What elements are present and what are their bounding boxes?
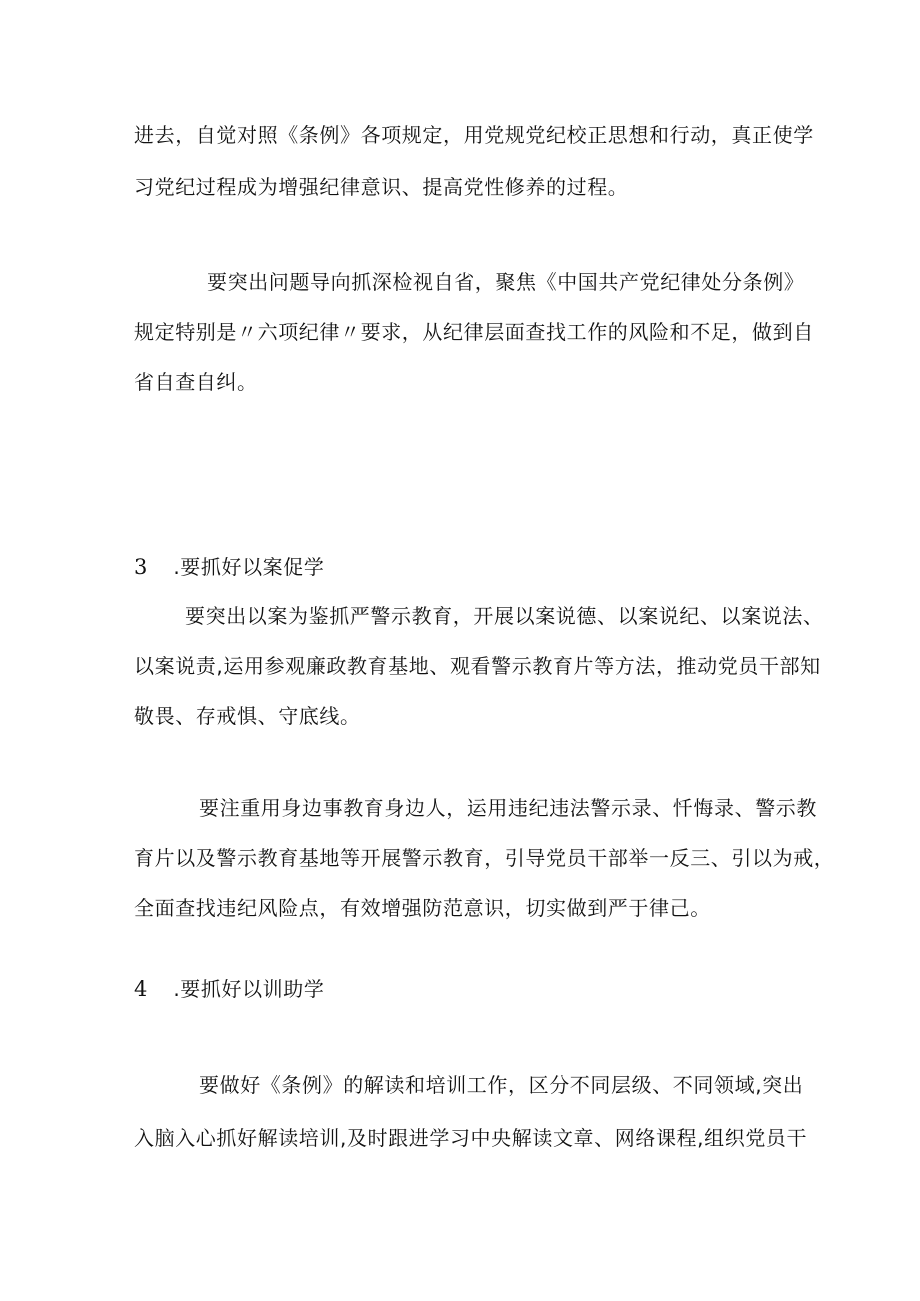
paragraph-3-line-1: 要突出以案为鉴抓严警示教育，开展以案说德、以案说纪、以案说法、 [185, 604, 824, 628]
section-heading-3-title: .要抓好以案促学 [173, 555, 325, 579]
section-heading-4-title: .要抓好以训助学 [173, 977, 325, 1001]
paragraph-4-line-2: 育片以及警示教育基地等开展警示教育，引导党员干部举一反三、引以为戒， [134, 846, 835, 870]
section-heading-4-number: 4 [134, 977, 148, 1001]
paragraph-2-line-1: 要突出问题导向抓深检视自省，聚焦《中国共产党纪律处分条例》 [207, 270, 805, 294]
section-heading-3-number: 3 [134, 555, 148, 579]
paragraph-5-line-2: 入脑入心抓好解读培训,及时跟进学习中央解读文章、网络课程,组织党员干 [134, 1126, 808, 1150]
paragraph-3-line-2: 以案说责,运用参观廉政教育基地、观看警示教育片等方法，推动党员干部知 [134, 654, 821, 678]
paragraph-3-line-3: 敬畏、存戒惧、守底线。 [134, 704, 361, 728]
paragraph-1-line-2: 习党纪过程成为增强纪律意识、提高党性修养的过程。 [134, 175, 629, 199]
paragraph-4-line-3: 全面查找违纪风险点，有效增强防范意识，切实做到严于律己。 [134, 896, 711, 920]
paragraph-4-line-1: 要注重用身边事教育身边人，运用违纪违法警示录、忏悔录、警示教 [199, 796, 817, 820]
section-heading-4 [134, 975, 324, 1003]
paragraph-5-line-1: 要做好《条例》的解读和培训工作，区分不同层级、不同领域,突出 [199, 1073, 804, 1097]
paragraph-1-line-1: 进去，自觉对照《条例》各项规定，用党规党纪校正思想和行动，真正使学 [134, 123, 814, 147]
paragraph-2-line-3: 省自查自纠。 [134, 370, 258, 394]
paragraph-2-line-2: 规定特别是〃六项纪律〃要求，从纪律层面查找工作的风险和不足，做到自 [134, 320, 814, 344]
section-heading-3 [134, 553, 324, 581]
